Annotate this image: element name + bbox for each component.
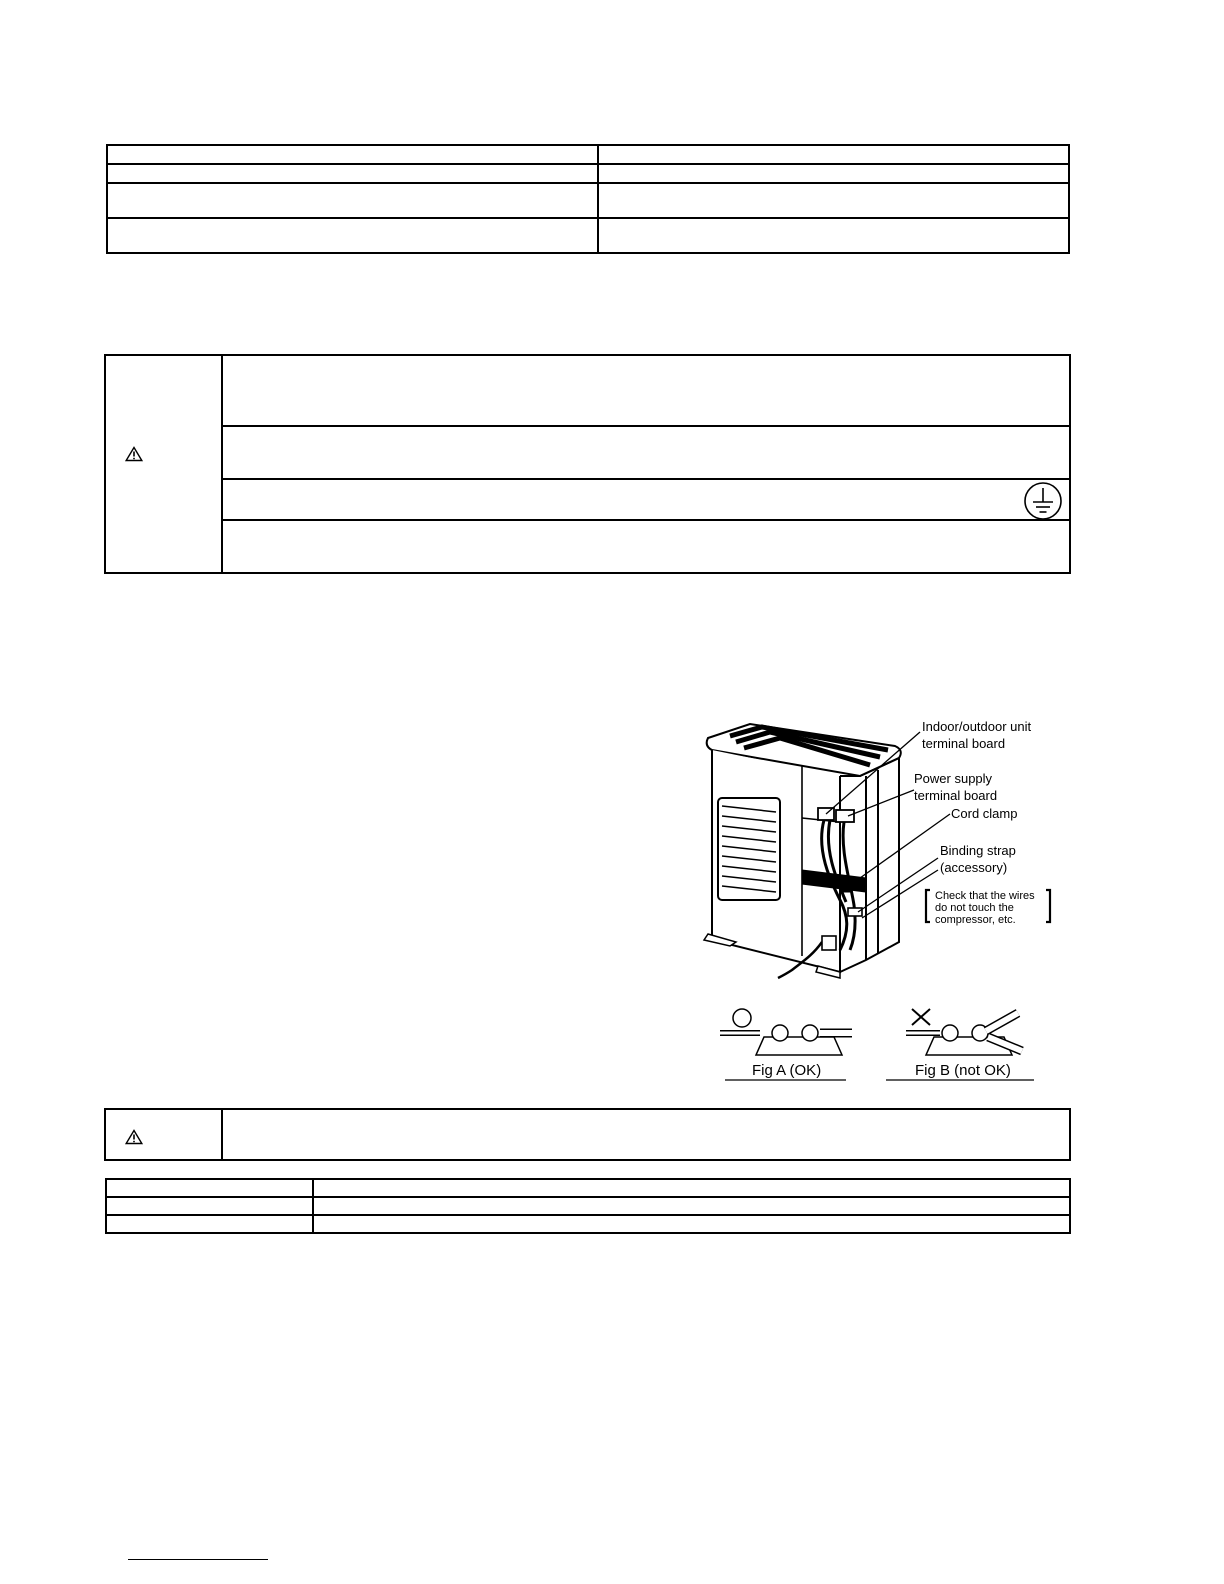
check-note-line-1: Check that the wires: [935, 890, 1035, 902]
warning-row: [222, 1109, 1070, 1160]
svg-text:compressor, etc.: [935, 914, 1016, 926]
svg-text:Power supply: [914, 771, 993, 786]
label-indoor-outdoor-terminal: Indoor/outdoor unit: [922, 719, 1032, 734]
table-cell: [106, 1179, 313, 1197]
warning-table-secondary: [104, 1108, 1071, 1161]
spec-table-bottom: [105, 1178, 1071, 1234]
table-cell: [107, 164, 598, 183]
svg-text:terminal board: [914, 788, 997, 803]
table-cell: [598, 164, 1069, 183]
label-binding-strap-2: (accessory): [940, 860, 1008, 875]
warning-label-cell: [105, 1109, 222, 1160]
svg-text:(accessory): [940, 860, 1007, 875]
fig-a-caption: Fig A (OK): [752, 1062, 822, 1079]
table-cell: [313, 1179, 1070, 1197]
label-cord-clamp: Cord clamp: [951, 806, 1018, 821]
warning-row-earth: [222, 479, 1070, 520]
table-cell: [313, 1215, 1070, 1233]
spec-table-top: [106, 144, 1070, 254]
svg-text:do not touch the: [935, 902, 1014, 914]
table-cell: [106, 1197, 313, 1215]
svg-text:Binding strap: [940, 843, 1016, 858]
footer-rule: [128, 1559, 268, 1560]
svg-text:Indoor/outdoor unit: [922, 719, 1032, 734]
warning-label-cell: [105, 355, 222, 573]
outdoor-unit-diagram: [690, 710, 1070, 990]
warning-row: [222, 355, 1070, 426]
warning-row: [222, 426, 1070, 479]
warning-row: [222, 520, 1070, 573]
table-cell: [107, 145, 598, 164]
label-power-supply-terminal: Power supply: [914, 771, 993, 786]
svg-text:Check that the wires: [935, 890, 1035, 902]
circle-ok-icon: [733, 1009, 751, 1027]
svg-text:Cord clamp: [951, 806, 1017, 821]
label-indoor-outdoor-terminal-2: terminal board: [922, 736, 1006, 751]
warning-triangle-icon: [125, 446, 143, 462]
terminal-connection-figures: [720, 1005, 1050, 1085]
fig-b-caption: Fig B (not OK): [915, 1062, 1011, 1079]
table-cell: [598, 145, 1069, 164]
label-power-supply-terminal-2: terminal board: [914, 788, 998, 803]
warning-table-main: [104, 354, 1071, 574]
svg-text:Fig B (not OK): [915, 1062, 1011, 1079]
table-cell: [313, 1197, 1070, 1215]
cross-not-ok-icon: [912, 1009, 930, 1025]
table-cell: [107, 183, 598, 218]
label-binding-strap: Binding strap: [940, 843, 1016, 858]
table-cell: [598, 218, 1069, 253]
warning-triangle-icon: [125, 1129, 143, 1145]
earth-ground-icon: [1023, 481, 1063, 521]
svg-text:terminal board: [922, 736, 1005, 751]
outdoor-unit-illustration: [704, 724, 901, 978]
check-note-line-2: do not touch the: [935, 902, 1014, 914]
svg-text:Fig A (OK): [752, 1062, 821, 1079]
check-note-line-3: compressor, etc.: [935, 914, 1016, 926]
table-cell: [107, 218, 598, 253]
table-cell: [598, 183, 1069, 218]
table-cell: [106, 1215, 313, 1233]
